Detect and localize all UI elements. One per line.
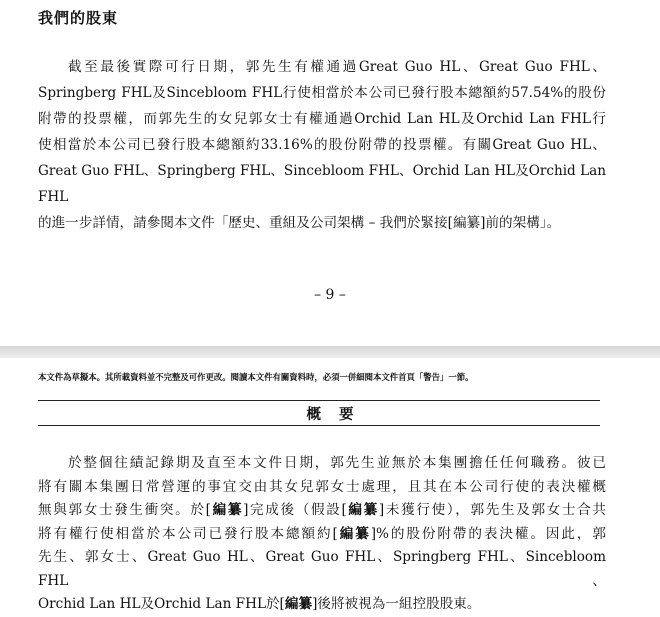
paragraph-line: 無與郭女士發生衝突。於[編纂]完成後（假設[編纂]未獲行使），郭先生及郭女士合共 [38, 502, 607, 518]
paragraph-line: 將有關本集團日常營運的事宜交由其女兒郭女士處理，且其在本公司行使的表決權概 [38, 478, 606, 495]
page-number: – 9 – [314, 287, 346, 303]
paragraph-line: 先生、郭女士、Great Guo HL、Great Guo FHL、Springberg FHL、Sincebloom FHL、 [38, 549, 606, 589]
header-rule-top [38, 400, 600, 401]
paragraph-line: Great Guo FHL、Springberg FHL、Sincebloom FHL、Orchid Lan HL及Orchid Lan FHL [38, 163, 606, 205]
paragraph-line: 於整個往績記錄期及直至本文件日期，郭先生並無於本集團擔任任何職務。彼已 [68, 455, 606, 471]
redacted-placeholder: 編纂 [346, 502, 379, 518]
paragraph-line: 的進一步詳情，請參閱本文件「歷史、重組及公司架構 – 我們於緊接[編纂]前的架構」。 [38, 215, 561, 231]
redacted-placeholder: 編纂 [210, 502, 244, 518]
paragraph-line: 使相當於本公司已發行股本總額約33.16%的股份附帶的投票權。有關Great Guo HL、 [38, 137, 606, 153]
draft-notice: 本文件為草擬本。其所載資料並不完整及可作更改。閱讀本文件有關資料時，必須一併細閱本文件首頁「警告」一節。 [38, 372, 474, 382]
page-separator [0, 346, 660, 358]
paragraph-line: 附帶的投票權，而郭先生的女兒郭女士有權通過Orchid Lan HL及Orchid Lan FHL行 [38, 111, 606, 127]
header-rule-bottom [38, 425, 600, 426]
page-title: 概要 [306, 407, 372, 423]
redacted-placeholder: 編纂 [284, 596, 313, 612]
redacted-placeholder: 編纂 [337, 525, 371, 542]
section-heading: 我們的股東 [38, 9, 119, 27]
paragraph-line: Orchid Lan HL及Orchid Lan FHL於[編纂]後將被視為一組控股股東。 [38, 596, 481, 612]
shareholders-paragraph [38, 54, 606, 236]
paragraph-line: 截至最後實際可行日期，郭先生有權通過Great Guo HL、Great Guo FHL、 [68, 59, 606, 75]
paragraph-line: 將有權行使相當於本公司已發行股本總額約[編纂]%的股份附帶的表決權。因此，郭 [38, 525, 606, 542]
controlling-shareholders-paragraph [38, 452, 606, 617]
paragraph-line: Springberg FHL及Sincebloom FHL行使相當於本公司已發行股本總額約57.54%的股份 [38, 85, 606, 101]
document-page-summary [0, 358, 660, 612]
